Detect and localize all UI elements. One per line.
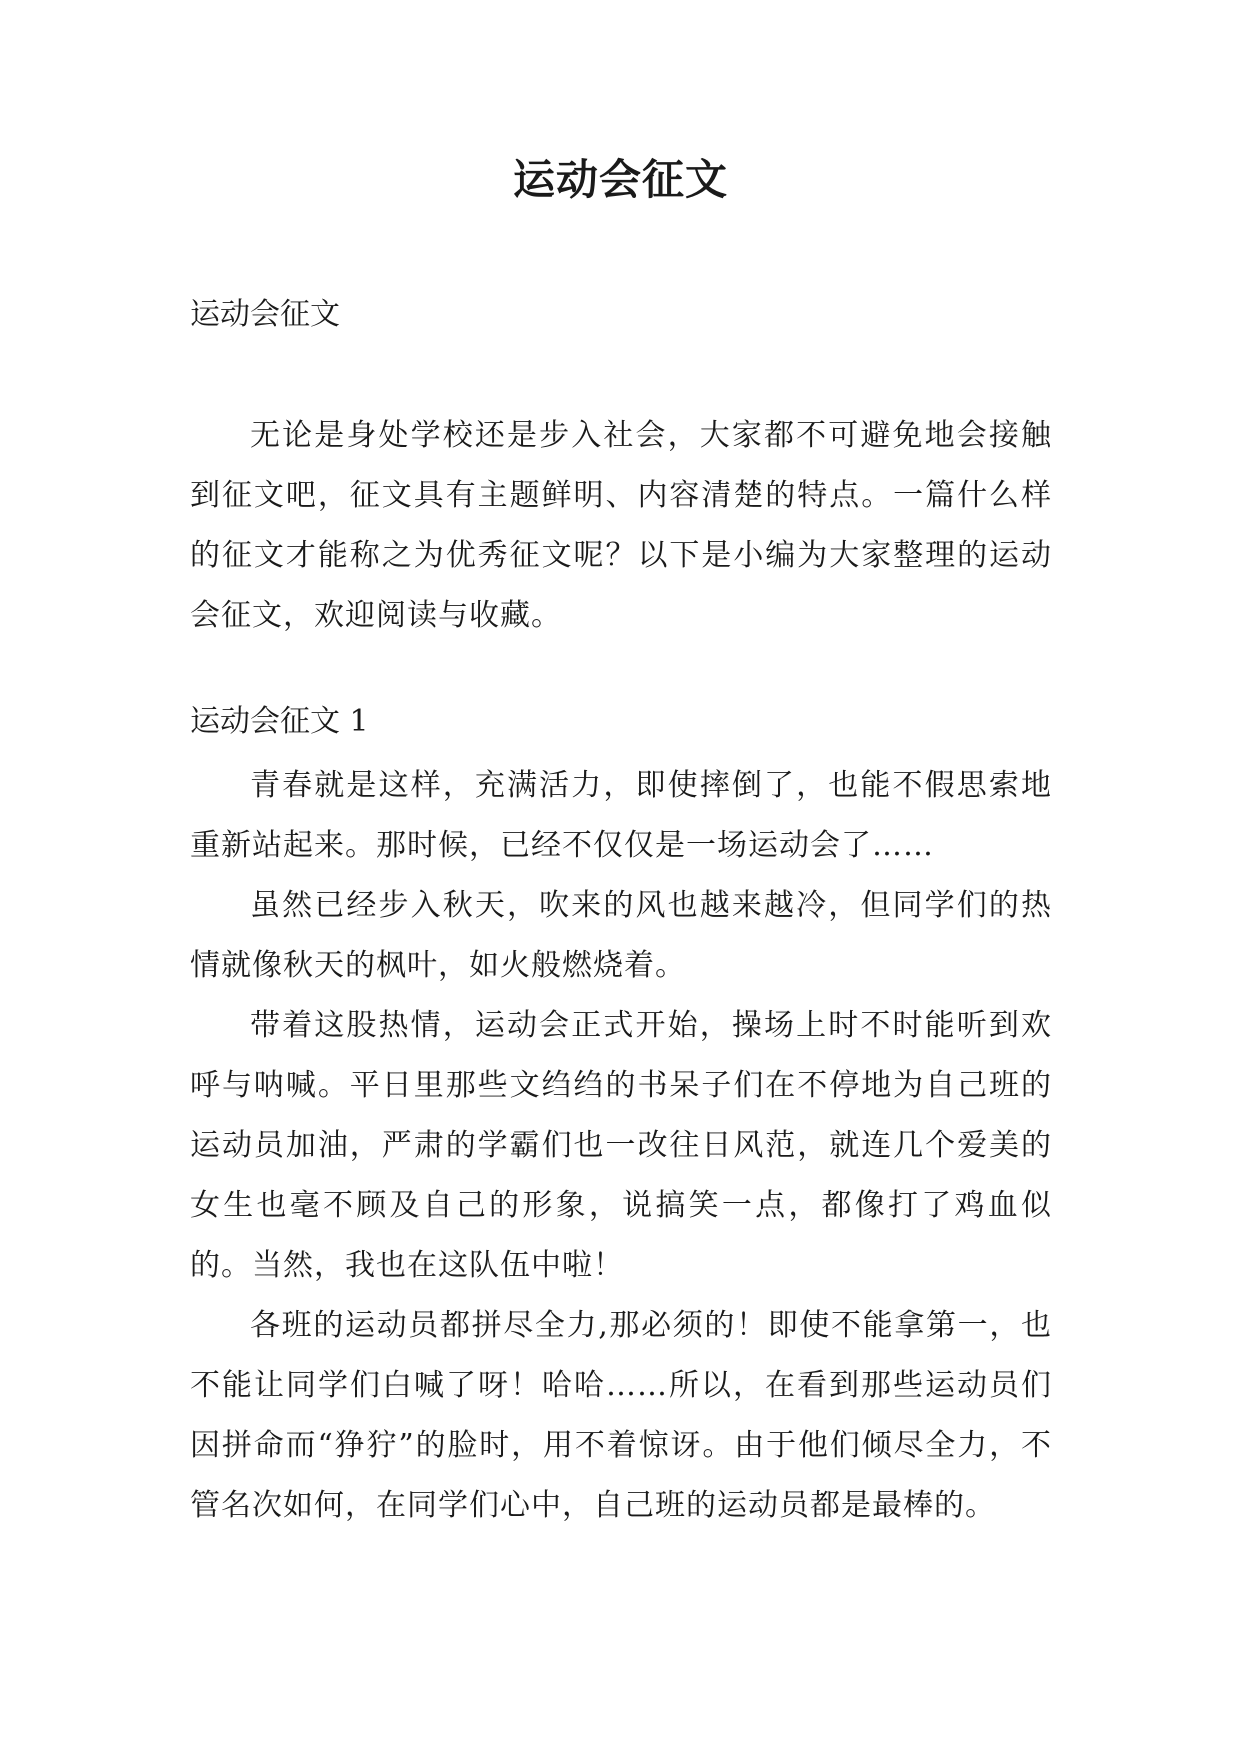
- section-heading: 运动会征文 1: [190, 704, 369, 739]
- section-body: [190, 756, 1052, 1536]
- intro-paragraph: 无论是身处学校还是步入社会，大家都不可避免地会接触到征文吧，征文具有主题鲜明、内容清楚的特点。一篇什么样的征文才能称之为优秀征文呢？以下是小编为大家整理的运动会征文，欢迎阅读与收藏。: [190, 418, 1052, 633]
- document-title: 运动会征文: [512, 155, 728, 204]
- body-paragraph: 青春就是这样，充满活力，即使摔倒了，也能不假思索地重新站起来。那时候，已经不仅仅是一场运动会了……: [190, 768, 1052, 863]
- body-paragraph: 带着这股热情，运动会正式开始，操场上时不时能听到欢呼与呐喊。平日里那些文绉绉的书呆子们在不停地为自己班的运动员加油，严肃的学霸们也一改往日风范，就连几个爱美的女生也毫不顾及自己的形象，说搞笑一点，都像打了鸡血似的。当然，我也在这队伍中啦！: [190, 1008, 1052, 1283]
- body-paragraph: 各班的运动员都拼尽全力,那必须的！即使不能拿第一，也不能让同学们白喊了呀！哈哈……所以，在看到那些运动员们因拼命而“狰狞”的脸时，用不着惊讶。由于他们倾尽全力，不管名次如何，在同学们心中，自己班的运动员都是最棒的。: [190, 1308, 1052, 1523]
- document-subtitle: 运动会征文: [190, 297, 340, 332]
- body-paragraph: 虽然已经步入秋天，吹来的风也越来越冷，但同学们的热情就像秋天的枫叶，如火般燃烧着。: [190, 888, 1052, 983]
